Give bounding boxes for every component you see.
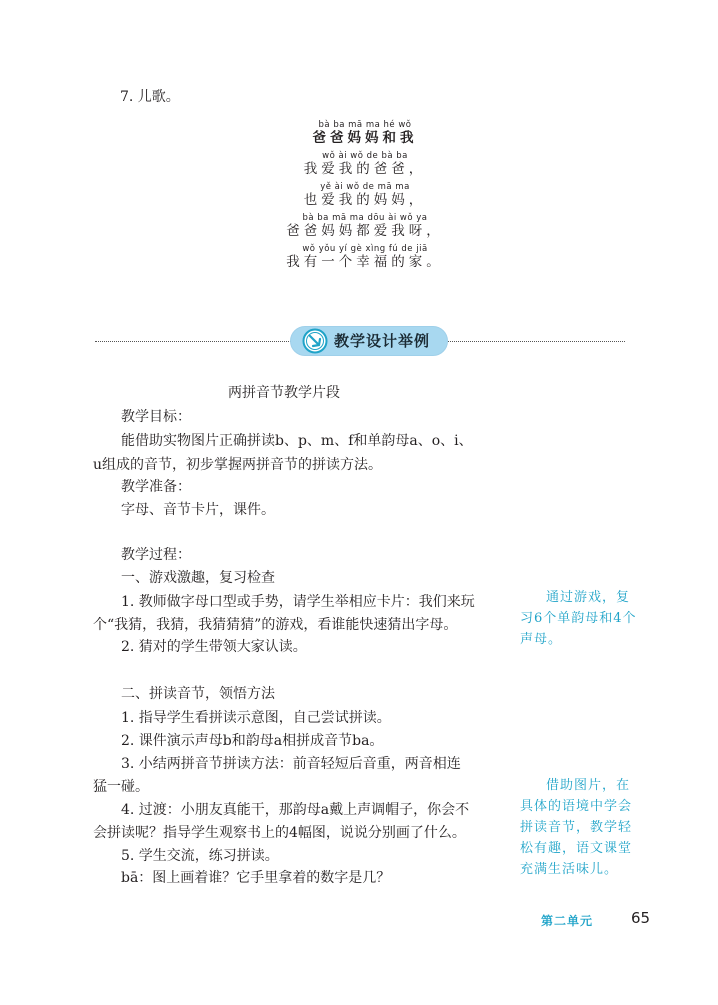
side-note-line: 借助图片，在 [546,778,631,793]
side-note-line: 拼读音节，教学轻 [520,820,633,835]
side-note-line: 通过游戏，复 [546,590,631,605]
side-note-2 [520,775,632,880]
prep-text: 字母、音节卡片，课件。 [121,502,275,518]
rhyme-title: 爸爸妈妈和我 [312,130,418,146]
exercise-heading: 7. 儿歌。 [120,89,180,105]
goal-label: 教学目标： [121,409,191,425]
part1-title: 一、游戏激趣，复习检查 [121,570,275,586]
part2-item6: bā：图上画着谁？它手里拿着的数字是几？ [121,870,391,886]
part2-item4-line2: 会拼读呢？指导学生观察书上的4幅图，说说分别画了什么。 [93,825,466,841]
goal-line-2: u组成的音节，初步掌握两拼音节的拼读方法。 [93,457,383,473]
footer-unit: 第二单元 [541,914,594,928]
part2-item1: 1. 指导学生看拼读示意图，自己尝试拼读。 [121,710,391,726]
rhyme-pinyin: wǒ yǒu yí gè xìng fú de jiā [302,244,428,254]
rhyme-pinyin: bà ba mā ma hé wǒ [318,120,412,130]
part2-item4-line1: 4. 过渡：小朋友真能干，那韵母a戴上声调帽子，你会不 [121,802,470,818]
part1-item1-line2: 个“我猜，我猜，我猜猜猜”的游戏，看谁能快速猜出字母。 [93,617,458,633]
page-number: 65 [631,909,651,927]
side-note-line: 充满生活味儿。 [520,862,619,877]
rhyme-line-5 [280,244,450,270]
section-title: 教学设计举例 [334,332,431,350]
goal-line-1: 能借助实物图片正确拼读b、p、m、f和单韵母a、o、i、 [121,433,473,449]
rhyme-line-4 [280,213,450,239]
rhyme-line-3 [280,182,450,208]
rhyme-pinyin: wǒ ài wǒ de bà ba [322,151,408,161]
prep-label: 教学准备： [121,479,191,495]
rhyme-hanzi: 爸爸妈妈都爱我呀， [286,223,444,239]
side-note-1 [520,587,637,650]
side-note-line: 具体的语境中学会 [520,799,633,814]
lesson-title: 两拼音节教学片段 [228,385,340,401]
side-note-line: 习6个单韵母和4个 [520,611,637,626]
part2-item5: 5. 学生交流，练习拼读。 [121,848,279,864]
side-note-line: 松有趣，语文课堂 [520,841,633,856]
part1-item2: 2. 猜对的学生带领大家认读。 [121,639,307,655]
part2-item2: 2. 课件演示声母b和韵母a相拼成音节ba。 [121,733,384,749]
rhyme-line-2 [280,151,450,177]
part2-item3-line1: 3. 小结两拼音节拼读方法：前音轻短后音重，两音相连 [121,756,461,772]
part2-item3-line2: 猛一碰。 [93,779,149,795]
rhyme-pinyin: bà ba mā ma dōu ài wǒ ya [302,213,428,223]
rhyme-hanzi: 也爱我的妈妈， [303,192,427,208]
rhyme-pinyin: yě ài wǒ de mā ma [320,182,410,192]
arrow-circle-icon [302,328,328,354]
process-label: 教学过程： [121,547,191,563]
part2-title: 二、拼读音节，领悟方法 [121,686,275,702]
rhyme-hanzi: 我爱我的爸爸， [303,161,427,177]
rhyme-hanzi: 我有一个幸福的家。 [286,254,444,270]
side-note-line: 声母。 [520,632,563,647]
part1-item1-line1: 1. 教师做字母口型或手势，请学生举相应卡片：我们来玩 [121,594,475,610]
rhyme-line-1 [280,120,450,146]
